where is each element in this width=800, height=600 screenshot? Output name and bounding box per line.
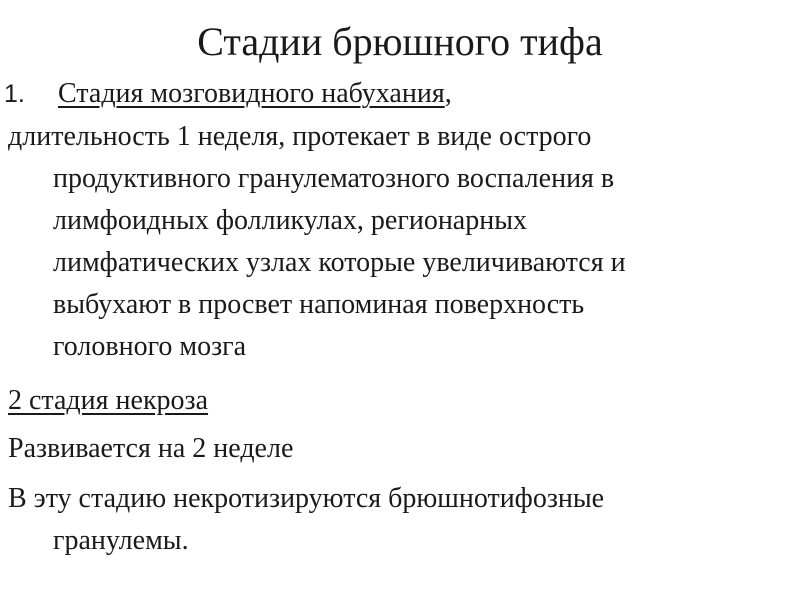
list-number: 1. [4, 80, 25, 108]
description-line: головного мозга [53, 331, 247, 362]
description-line: выбухают в просвет напоминая поверхность [53, 289, 585, 320]
stage-1-heading: Стадия мозговидного набухания [58, 78, 445, 109]
stage-2-heading: 2 стадия некроза [8, 385, 209, 416]
stage-2-time: Развивается на 2 неделе [8, 433, 294, 464]
description-line: гранулемы. [53, 525, 189, 556]
heading-comma: , [444, 78, 452, 109]
description-line: лимфоидных фолликулах, регионарных [53, 205, 528, 236]
description-line: длительность 1 неделя, протекает в виде острого [8, 121, 592, 152]
stage-2-time-block [8, 428, 793, 470]
list-item-stage-1 [0, 74, 790, 114]
description-line: лимфатических узлах которые увеличиваются и [53, 247, 626, 278]
description-line: продуктивного гранулематозного воспаления в [53, 163, 615, 194]
slide-title: Стадии брюшного тифа [197, 19, 603, 64]
stage-1-description [8, 116, 793, 368]
stage-2-description [8, 478, 793, 562]
stage-2-heading-block [8, 380, 793, 422]
description-line: В эту стадию некротизируются брюшнотифозные [8, 483, 605, 514]
